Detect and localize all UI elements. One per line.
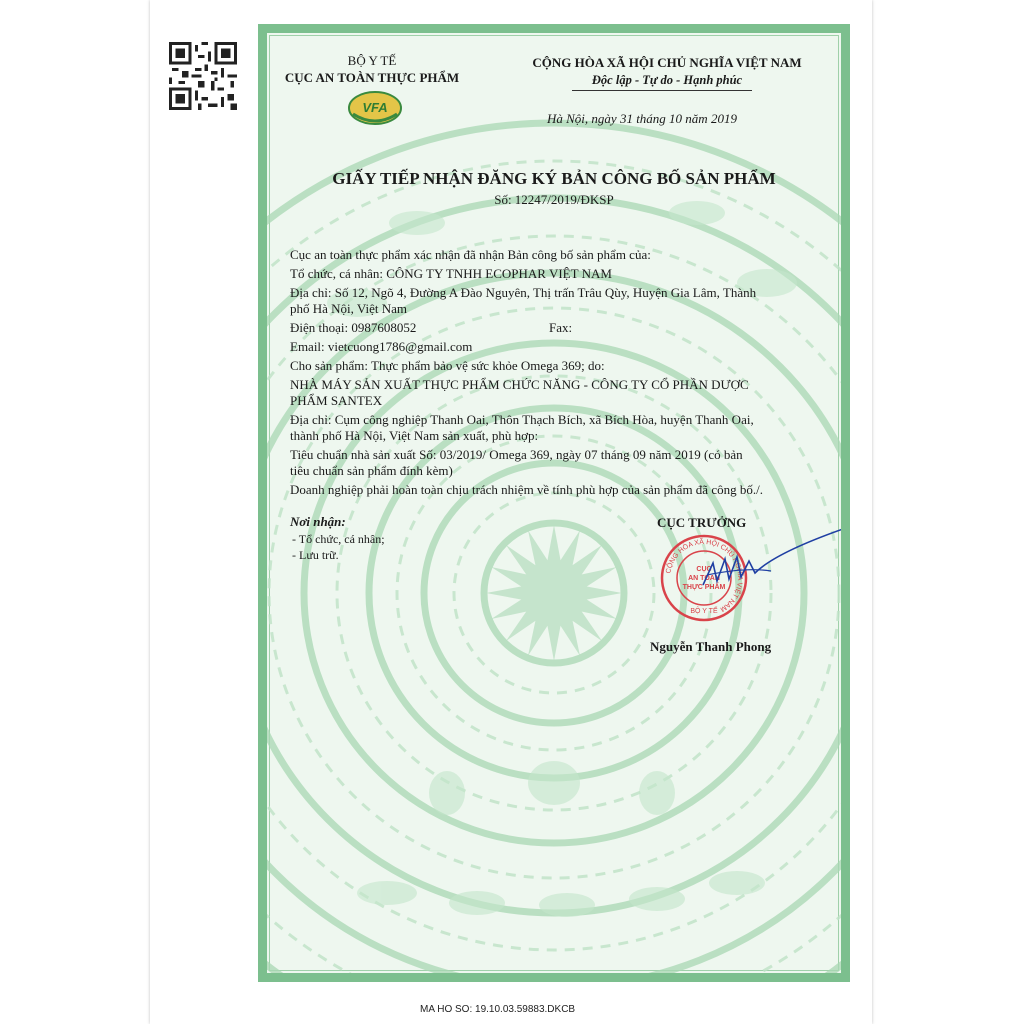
product-line: Cho sản phẩm: Thực phẩm bảo vệ sức khỏe Omega 369; do: [290,358,605,373]
qr-code [168,42,238,110]
manufacturer-address-line-1: Địa chỉ: Cụm công nghiệp Thanh Oai, Thôn Thạch Bích, xã Bích Hòa, huyện Thanh Oai, [290,412,754,427]
fax-line: Fax: [549,320,573,335]
document-title: GIẤY TIẾP NHẬN ĐĂNG KÝ BẢN CÔNG BỐ SẢN PHẨM [332,169,776,188]
organization-line: Tổ chức, cá nhân: CÔNG TY TNHH ECOPHAR VIỆT NAM [290,266,612,281]
address-line-2: phố Hà Nội, Việt Nam [290,301,408,316]
intro-line: Cục an toàn thực phẩm xác nhận đã nhận Bản công bố sản phẩm của: [290,247,651,262]
document-number: Số: 12247/2019/ĐKSP [494,192,614,207]
recipients-heading: Nơi nhận: [290,514,346,529]
national-motto: Độc lập - Tự do - Hạnh phúc [591,73,743,87]
manufacturer-line-2: PHẨM SANTEX [290,393,383,408]
stamp-center-line: CỤC [696,566,712,573]
vfa-logo [347,88,403,128]
stamp-center-line: AN TOÀN [688,575,720,582]
manufacturer-line-1: NHÀ MÁY SẢN XUẤT THỰC PHẨM CHỨC NĂNG - CÔNG TY CỔ PHẦN DƯỢC [290,377,749,392]
agency-name: CỤC AN TOÀN THỰC PHẨM [284,70,460,85]
logo-text: VFA [362,100,388,115]
address-line-1: Địa chỉ: Số 12, Ngõ 4, Đường A Đào Nguyên, Thị trấn Trâu Qùy, Huyện Gia Lâm, Thành [290,285,757,300]
recipient-item: - Tổ chức, cá nhân; [292,532,385,546]
standard-line-2: tiêu chuẩn sản phẩm đính kèm) [290,463,453,478]
place-date: Hà Nội, ngày 31 tháng 10 năm 2019 [547,111,737,126]
standard-line-1: Tiêu chuẩn nhà sản xuất Số: 03/2019/ Omega 369, ngày 07 tháng 09 năm 2019 (có bản [290,447,743,462]
manufacturer-address-line-2: thành phố Hà Nội, Việt Nam sản xuất, phù hợp: [290,428,539,443]
motto-underline [572,90,752,91]
file-code: MA HO SO: 19.10.03.59883.DKCB [420,1004,576,1015]
recipient-item: - Lưu trữ. [292,548,339,562]
stamp-ring-text: CỘNG HÒA XÃ HỘI CHỦ NGHĨA VIỆT NAM [665,538,744,613]
stamp-center-line: THỰC PHẨM [682,584,726,591]
ministry-name: BỘ Y TẾ [347,53,397,68]
handwritten-signature [682,523,845,603]
email-line: Email: vietcuong1786@gmail.com [290,339,473,354]
responsibility-line: Doanh nghiệp phải hoàn toàn chịu trách nhiệm về tính phù hợp của sản phẩm đã công bố./. [290,482,763,497]
stamp-bottom-text: BỘ Y TẾ [690,608,718,615]
signer-name: Nguyễn Thanh Phong [650,639,772,654]
phone-line: Điện thoại: 0987608052 [290,320,417,335]
country-name: CỘNG HÒA XÃ HỘI CHỦ NGHĨA VIỆT NAM [532,55,802,70]
signer-role: CỤC TRƯỞNG [657,515,747,530]
certificate-frame [258,24,850,982]
